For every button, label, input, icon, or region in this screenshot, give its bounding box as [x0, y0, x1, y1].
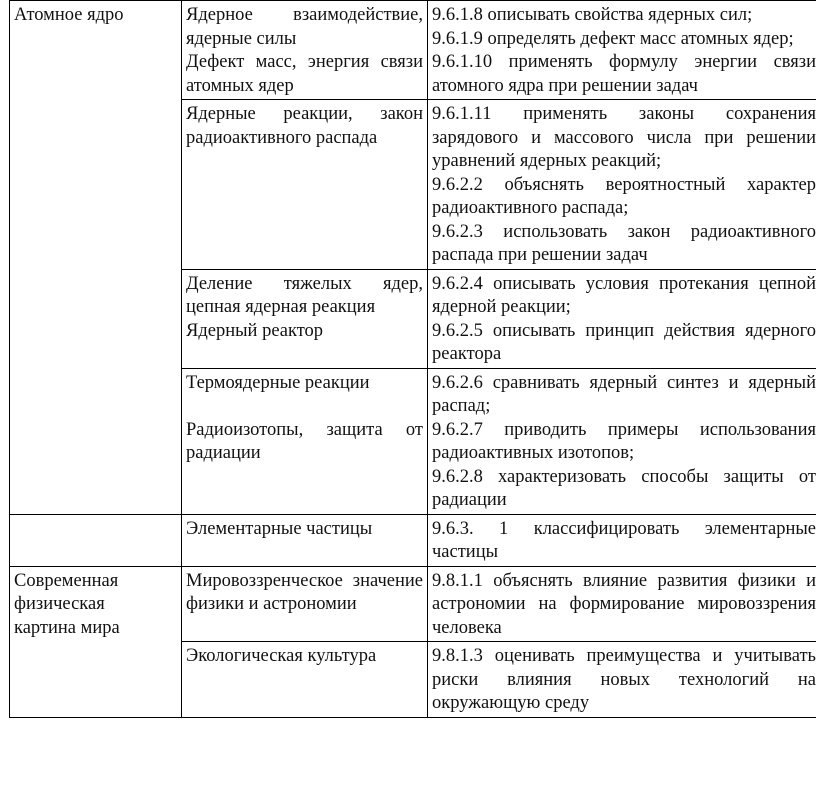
objective-item: 9.6.2.7 приводить примеры использования радиоактивных изотопов; [432, 419, 816, 463]
objectives-cell [428, 514, 816, 566]
section-title: Современная физическая картина мира [14, 570, 120, 638]
topic-cell [182, 566, 428, 642]
objectives-cell [428, 269, 816, 368]
objective-item: 9.6.2.2 объяснять вероятностный характер радиоактивного распада; [432, 174, 816, 218]
topic-cell [182, 269, 428, 368]
objectives-cell [428, 566, 816, 642]
topic-cell [182, 368, 428, 514]
objective-item: 9.6.1.8 описывать свойства ядерных сил; [432, 5, 753, 25]
section-title: Атомное ядро [14, 5, 124, 25]
topic-cell [182, 100, 428, 270]
curriculum-table [9, 0, 816, 718]
objective-item: 9.6.1.9 определять дефект масс атомных ядер; [432, 28, 794, 49]
blank-line [186, 395, 423, 419]
objective-item: 9.6.2.5 описывать принцип действия ядерного реактора [432, 320, 816, 364]
table-row [10, 514, 816, 566]
section-cell [10, 1, 182, 515]
objectives-cell [428, 1, 816, 100]
table-row [10, 1, 816, 100]
objective-item: 9.6.3. 1 классифицировать элементарные частицы [432, 518, 816, 562]
topic-cell [182, 1, 428, 100]
topic-line: Ядерный реактор [186, 320, 324, 341]
objectives-cell [428, 368, 816, 514]
section-cell [10, 566, 182, 717]
topic-line: Дефект масс, энергия связи атомных ядер [186, 52, 423, 96]
objective-item: 9.6.2.8 характеризовать способы защиты от радиации [432, 466, 816, 510]
objectives-cell [428, 100, 816, 270]
objectives-cell [428, 642, 816, 718]
objective-item: 9.6.1.11 применять законы сохранения зарядового и массового числа при решении уравнений ядерных реакций; [432, 104, 816, 171]
topic-cell [182, 514, 428, 566]
topic-line: Элементарные частицы [186, 518, 373, 539]
topic-line: Термоядерные реакции [186, 372, 370, 393]
objective-item: 9.6.1.10 применять формулу энергии связи атомного ядра при решении задач [432, 52, 816, 96]
objective-item: 9.8.1.3 оценивать преимущества и учитывать риски влияния новых технологий на окружающую среду [432, 646, 816, 713]
objective-item: 9.8.1.1 объяснять влияние развития физики и астрономии на формирование мировоззрения человека [432, 570, 816, 638]
topic-cell [182, 642, 428, 718]
topic-line: Деление тяжелых ядер, цепная ядерная реакция [186, 273, 423, 317]
topic-line: Ядерное взаимодействие, ядерные силы [186, 5, 423, 49]
section-cell [10, 514, 182, 566]
topic-line: Ядерные реакции, закон радиоактивного распада [186, 104, 423, 148]
topic-line: Радиоизотопы, защита от радиации [186, 419, 423, 463]
table-row [10, 566, 816, 642]
topic-line: Экологическая культура [186, 646, 377, 666]
objective-item: 9.6.2.4 описывать условия протекания цепной ядерной реакции; [432, 273, 816, 317]
objective-item: 9.6.2.6 сравнивать ядерный синтез и ядерный распад; [432, 372, 816, 416]
objective-item: 9.6.2.3 использовать закон радиоактивного распада при решении задач [432, 221, 816, 265]
topic-line: Мировоззренческое значение физики и астрономии [186, 570, 423, 614]
